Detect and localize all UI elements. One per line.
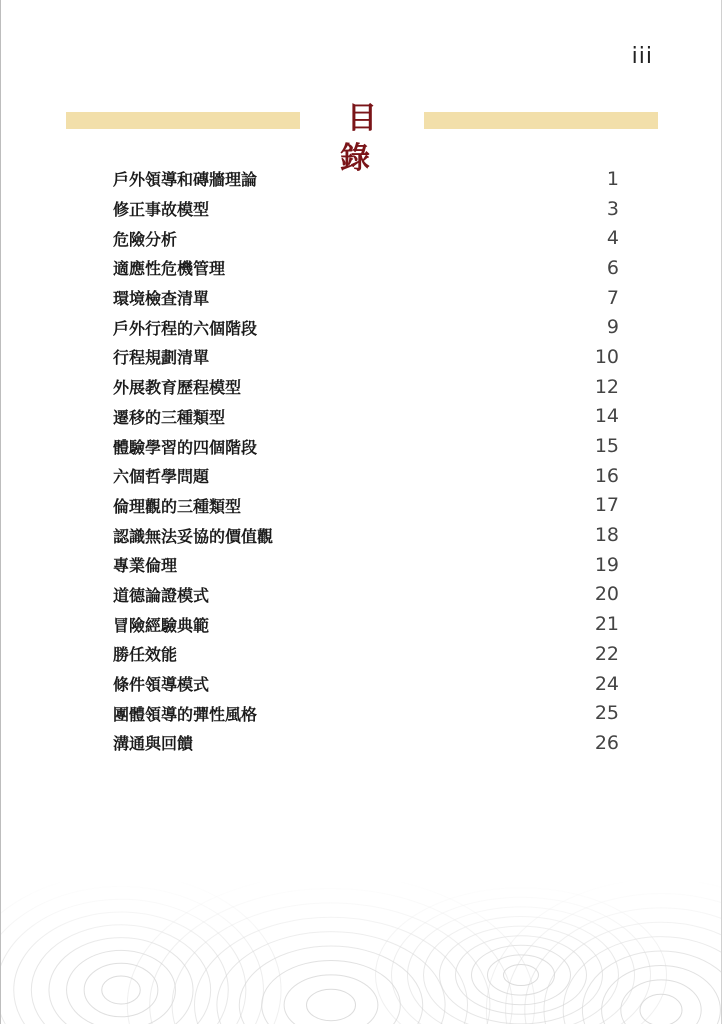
toc-entry-page: 7 <box>606 286 619 309</box>
toc-entry[interactable] <box>113 728 619 758</box>
toc-entry-title: 認識無法妥協的價值觀 <box>113 526 274 546</box>
toc-entry-title: 六個哲學問題 <box>113 467 210 487</box>
toc-entry-title: 遷移的三種類型 <box>113 407 226 427</box>
toc-entry-page: 6 <box>606 256 619 279</box>
toc-entry[interactable] <box>113 372 619 402</box>
toc-entry-title: 勝任效能 <box>113 645 178 665</box>
toc-entry-page: 1 <box>606 167 619 190</box>
toc-entry-page: 3 <box>606 197 619 220</box>
toc-entry[interactable] <box>113 164 619 194</box>
toc-entry-page: 26 <box>594 731 619 754</box>
toc-entry[interactable] <box>113 283 619 313</box>
toc-entry-title: 團體領導的彈性風格 <box>113 704 258 724</box>
toc-entry[interactable] <box>113 461 619 491</box>
toc-entry-page: 20 <box>594 583 619 606</box>
toc-entry[interactable] <box>113 431 619 461</box>
title-rule-right <box>424 112 658 129</box>
toc-entry[interactable] <box>113 223 619 253</box>
toc-entry[interactable] <box>113 520 619 550</box>
toc-entry-page: 19 <box>594 553 619 576</box>
toc-entry[interactable] <box>113 698 619 728</box>
table-of-contents <box>113 164 619 758</box>
toc-entry-title: 溝通與回饋 <box>113 734 194 754</box>
title-rule-left <box>66 112 300 129</box>
toc-entry-page: 4 <box>606 227 619 250</box>
toc-entry-title: 行程規劃清單 <box>113 348 210 368</box>
toc-entry-page: 25 <box>594 702 619 725</box>
toc-entry-title: 適應性危機管理 <box>113 259 226 279</box>
toc-entry[interactable] <box>113 491 619 521</box>
topographic-decoration <box>1 880 722 1024</box>
toc-entry-title: 倫理觀的三種類型 <box>113 496 242 516</box>
toc-entry[interactable] <box>113 580 619 610</box>
toc-entry[interactable] <box>113 342 619 372</box>
toc-entry-title: 專業倫理 <box>113 556 178 576</box>
toc-entry-title: 危險分析 <box>113 229 178 249</box>
toc-entry-page: 15 <box>594 435 619 458</box>
toc-entry-page: 12 <box>594 375 619 398</box>
toc-entry-title: 戶外行程的六個階段 <box>113 318 258 338</box>
toc-entry[interactable] <box>113 609 619 639</box>
toc-entry-page: 14 <box>594 405 619 428</box>
toc-entry-title: 環境檢查清單 <box>113 289 210 309</box>
toc-entry[interactable] <box>113 550 619 580</box>
toc-entry-page: 16 <box>594 464 619 487</box>
toc-entry-page: 24 <box>594 672 619 695</box>
toc-entry-title: 條件領導模式 <box>113 675 210 695</box>
toc-entry[interactable] <box>113 669 619 699</box>
toc-entry[interactable] <box>113 312 619 342</box>
toc-entry-page: 10 <box>594 345 619 368</box>
toc-entry-page: 22 <box>594 642 619 665</box>
page-number: iii <box>631 44 653 69</box>
toc-entry-title: 冒險經驗典範 <box>113 615 210 635</box>
title-bar <box>66 101 658 176</box>
toc-entry-title: 外展教育歷程模型 <box>113 378 242 398</box>
toc-entry-title: 道德論證模式 <box>113 585 210 605</box>
page-title: 目 錄 <box>340 101 391 176</box>
toc-entry-page: 9 <box>606 316 619 339</box>
toc-entry-page: 18 <box>594 524 619 547</box>
toc-entry-page: 17 <box>594 494 619 517</box>
toc-entry-title: 體驗學習的四個階段 <box>113 437 258 457</box>
toc-entry[interactable] <box>113 639 619 669</box>
toc-entry-page: 21 <box>594 613 619 636</box>
toc-entry[interactable] <box>113 194 619 224</box>
toc-entry[interactable] <box>113 402 619 432</box>
toc-entry[interactable] <box>113 253 619 283</box>
toc-entry-title: 戶外領導和磚牆理論 <box>113 170 258 190</box>
toc-entry-title: 修正事故模型 <box>113 200 210 220</box>
